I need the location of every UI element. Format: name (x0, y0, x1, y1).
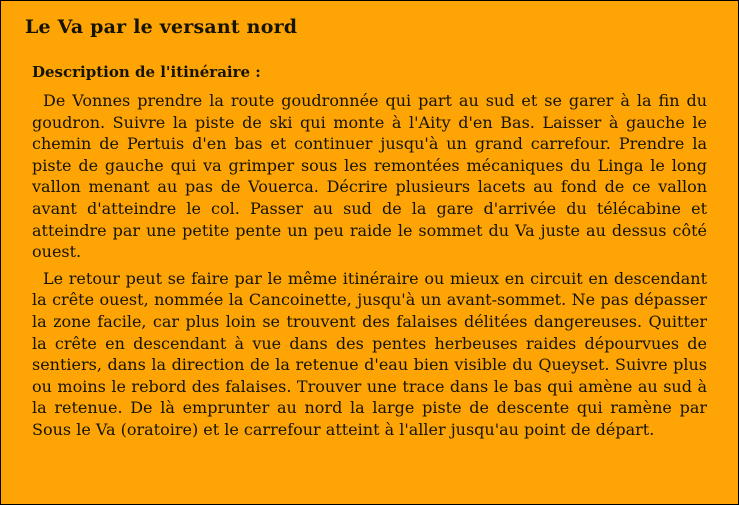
section-heading: Description de l'itinéraire : (32, 63, 261, 81)
itinerary-paragraph-return: Le retour peut se faire par le même itinéraire ou mieux en circuit en descendant la crête ouest, nommée la Cancoinette, jusqu'à un avant-sommet. Ne pas dépasser la zone facile, car plus loin se trouvent des falaises délitées dangereuses. Quitter la crête en descendant à vue dans des pentes herbeuses raides dépourvues de sentiers, dans la direction de la retenue d'eau bien visible du Queyset. Suivre plus ou moins le rebord des falaises. Trouver une trace dans le bas qui amène au sud à la retenue. De là emprunter au nord la large piste de descente qui ramène par Sous le Va (oratoire) et le carrefour atteint à l'aller jusqu'au point de départ. (32, 268, 707, 439)
page-title: Le Va par le versant nord (25, 16, 298, 38)
itinerary-paragraph-ascent: De Vonnes prendre la route goudronnée qui part au sud et se garer à la fin du goudron. Suivre la piste de ski qui monte à l'Aity d'en Bas. Laisser à gauche le chemin de Pertuis d'en bas et continuer jusqu'à un grand carrefour. Prendre la piste de gauche qui va grimper sous les remontées mécaniques du Linga le long vallon menant au pas de Vouerca. Décrire plusieurs lacets au fond de ce vallon avant d'atteindre le col. Passer au sud de la gare d'arrivée du télécabine et atteindre par une petite pente un peu raide le sommet du Va juste au dessus côté ouest. (32, 91, 707, 262)
